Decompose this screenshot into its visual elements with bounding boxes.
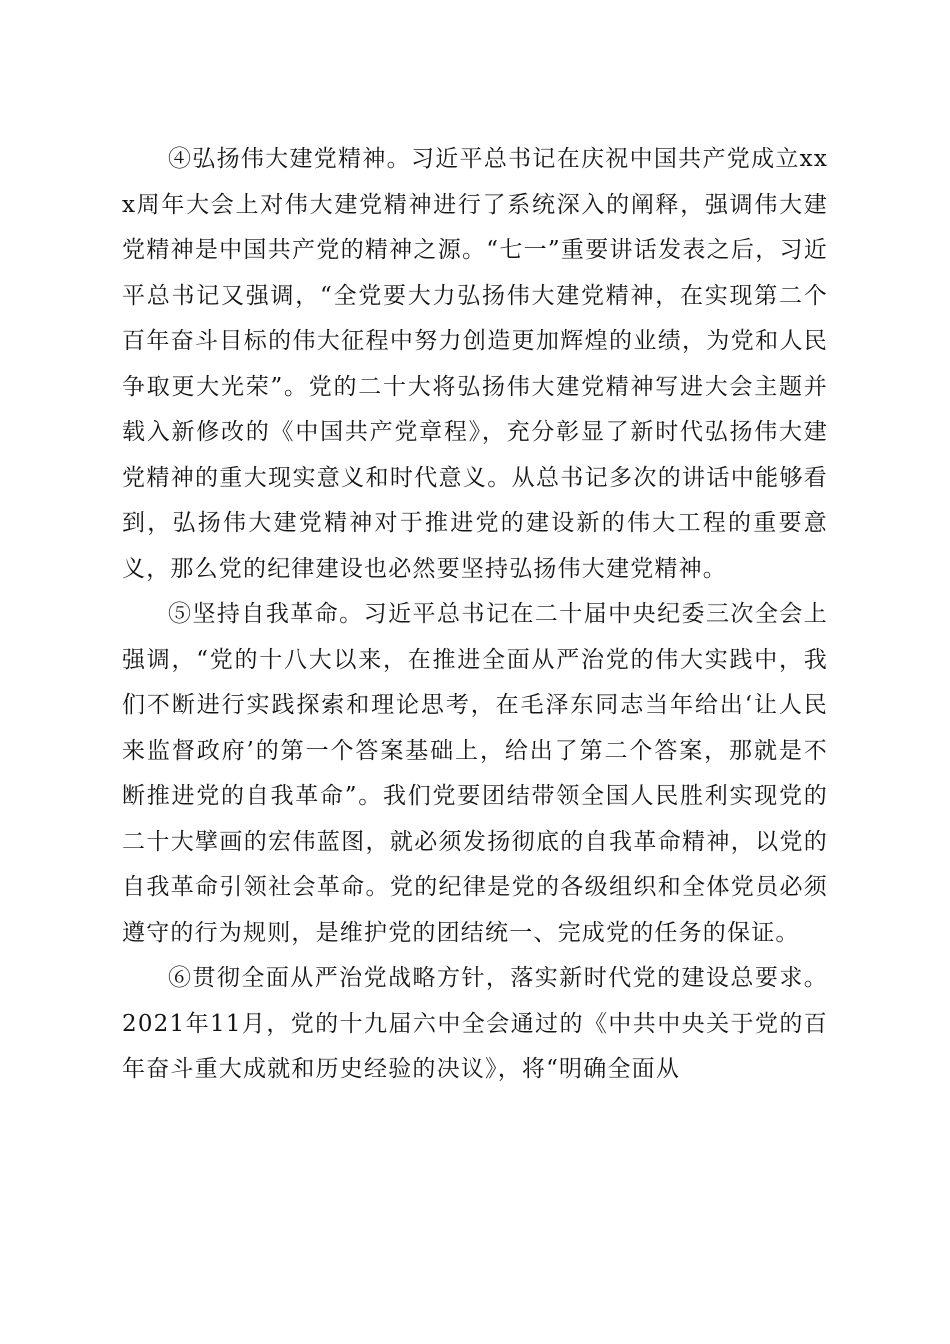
paragraph-strict-governance: ⑥贯彻全面从严治党战略方针，落实新时代党的建设总要求。2021年11月，党的十九届六中全会通过的《中共中央关于党的百年奋斗重大成就和历史经验的决议》，将“明确全面从 <box>122 965 828 1082</box>
paragraph-self-revolution: ⑤坚持自我革命。习近平总书记在二十届中央纪委三次全会上强调，“党的十八大以来，在推进全面从严治党的伟大实践中，我们不断进行实践探索和理论思考，在毛泽东同志当年给出‘让人民来监督政府’的第一个答案基础上，给出了第二个答案，那就是不断推进党的自我革命”。我们党要团结带领全国人民胜利实现党的二十大擘画的宏伟蓝图，就必须发扬彻底的自我革命精神，以党的自我革命引领社会革命。党的纪律是党的各级组织和全体党员必须遵守的行为规则，是维护党的团结统一、完成党的任务的保证。 <box>122 601 828 946</box>
document-body <box>122 137 828 1093</box>
paragraph-promote-party-spirit: ④弘扬伟大建党精神。习近平总书记在庆祝中国共产党成立xxx周年大会上对伟大建党精神进行了系统深入的阐释，强调伟大建党精神是中国共产党的精神之源。“七一”重要讲话发表之后，习近平总书记又强调，“全党要大力弘扬伟大建党精神，在实现第二个百年奋斗目标的伟大征程中努力创造更加辉煌的业绩，为党和人民争取更大光荣”。党的二十大将弘扬伟大建党精神写进大会主题并载入新修改的《中国共产党章程》，充分彰显了新时代弘扬伟大建党精神的重大现实意义和时代意义。从总书记多次的讲话中能够看到，弘扬伟大建党精神对于推进党的建设新的伟大工程的重要意义，那么党的纪律建设也必然要坚持弘扬伟大建党精神。 <box>122 146 828 582</box>
